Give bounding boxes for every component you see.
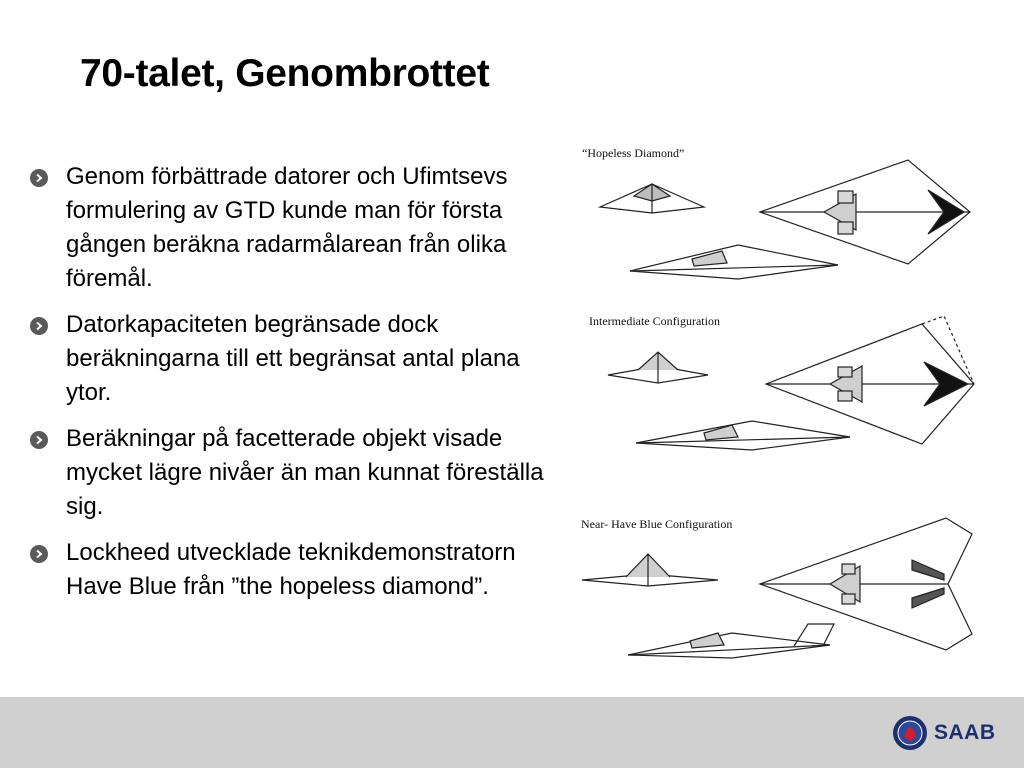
chevron-right-icon [30,545,48,563]
bullet-item [30,422,545,524]
bullet-text: Datorkapaciteten begränsade dock beräkningarna till ett begränsat antal plana ytor. [66,311,520,406]
aircraft-line-drawings [572,134,1004,664]
bullet-text: Beräkningar på facetterade objekt visade mycket lägre nivåer än man kunnat föreställa sig. [66,425,544,520]
bullet-item [30,308,545,410]
bullet-item [30,536,545,604]
intermediate-plan-view [766,316,974,444]
intermediate-configuration-label: Intermediate Configuration [589,314,720,328]
intermediate-side-view [636,421,850,450]
bullet-text: Genom förbättrade datorer och Ufimtsevs formulering av GTD kunde man för första gången beräkna radarmålarean från olika föremål. [66,163,508,292]
chevron-right-icon [30,317,48,335]
saab-griffin-icon [892,715,928,751]
saab-logo-text: SAAB [934,721,996,744]
hopeless-diamond-plan-view [760,160,970,264]
near-have-blue-front-view [582,554,718,586]
aircraft-configurations-figure [572,134,1004,664]
footer-bar [0,697,1024,768]
near-have-blue-label: Near- Have Blue Configuration [581,517,733,531]
chevron-right-icon [30,431,48,449]
saab-logo [892,713,1008,753]
bullet-item [30,160,545,296]
bullet-text: Lockheed utvecklade teknikdemonstratorn Have Blue från ”the hopeless diamond”. [66,539,516,600]
intermediate-front-view [608,352,708,383]
hopeless-diamond-side-view [630,245,838,279]
hopeless-diamond-front-view [600,184,704,213]
near-have-blue-plan-view [760,518,972,650]
bullet-list [30,160,545,616]
slide-title: 70-talet, Genombrottet [80,52,490,95]
hopeless-diamond-label: “Hopeless Diamond” [582,146,685,160]
near-have-blue-side-view [628,624,834,658]
chevron-right-icon [30,169,48,187]
